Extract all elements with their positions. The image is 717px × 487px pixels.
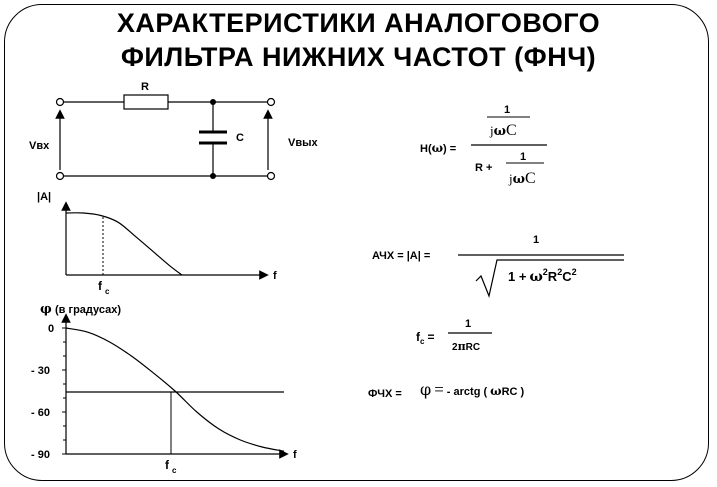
phase-cutoff-f: f [165, 458, 169, 472]
output-terminal-bottom [268, 173, 275, 180]
amplitude-plot [37, 191, 277, 296]
phase-tick-0: 0 [48, 323, 55, 335]
input-terminal-top [57, 99, 64, 106]
input-voltage-label: Vвх [29, 140, 50, 152]
capacitor-label: C [236, 132, 244, 144]
title-line-2: ФИЛЬТРА НИЖНИХ ЧАСТОТ (ФНЧ) [120, 42, 597, 72]
phase-tick-90: - 90 [31, 449, 50, 461]
cutoff-denominator: 2πRC [452, 340, 481, 353]
phase-plot [31, 302, 297, 475]
transfer-num-bottom: jωC [490, 122, 517, 139]
phase-tick-30: - 30 [31, 365, 50, 377]
transfer-den-top: 1 [520, 151, 527, 163]
resistor-label: R [141, 81, 149, 93]
formula-cutoff [416, 318, 492, 353]
amp-cutoff-sub: c [105, 287, 110, 296]
achx-radicand: $1 + \omega^2R^2C^2$ [508, 267, 577, 285]
input-terminal-bottom [57, 173, 64, 180]
formula-transfer-function [420, 104, 547, 187]
amp-curve [66, 213, 182, 275]
output-terminal-top [268, 99, 275, 106]
achx-lhs: АЧХ = |A| = [372, 250, 431, 262]
transfer-den-r: R + [475, 162, 493, 174]
transfer-lhs: H(ω) = [420, 141, 457, 155]
title-line-1: ХАРАКТЕРИСТИКИ АНАЛОГОВОГО [116, 8, 601, 38]
amp-xlabel: f [273, 270, 277, 282]
phase-xlabel: f [293, 449, 297, 461]
cutoff-numerator: 1 [465, 318, 472, 330]
phase-ylabel-text: (в градусах) [55, 304, 122, 316]
resistor-symbol [124, 95, 168, 109]
output-voltage-label: Vвых [288, 137, 318, 149]
transfer-num-top: 1 [504, 104, 511, 116]
achx-numerator: 1 [533, 234, 540, 246]
phase-tick-60: - 60 [31, 407, 50, 419]
phase-ylabel-symbol: φ [40, 302, 52, 317]
amp-ylabel: |A| [37, 191, 52, 203]
amp-cutoff-f: f [98, 279, 102, 293]
fchx-lhs: ФЧХ = [368, 388, 402, 400]
fchx-rhs: φ = - arctg ( ωRC ) [420, 380, 525, 399]
cutoff-lhs: $f_c$ = [416, 330, 435, 346]
rc-circuit [29, 81, 318, 180]
formula-fchx [368, 380, 525, 400]
transfer-den-bottom: jωC [509, 170, 536, 187]
phase-cutoff-sub: c [172, 466, 177, 475]
formula-achx [372, 234, 624, 296]
phase-curve [66, 328, 284, 451]
